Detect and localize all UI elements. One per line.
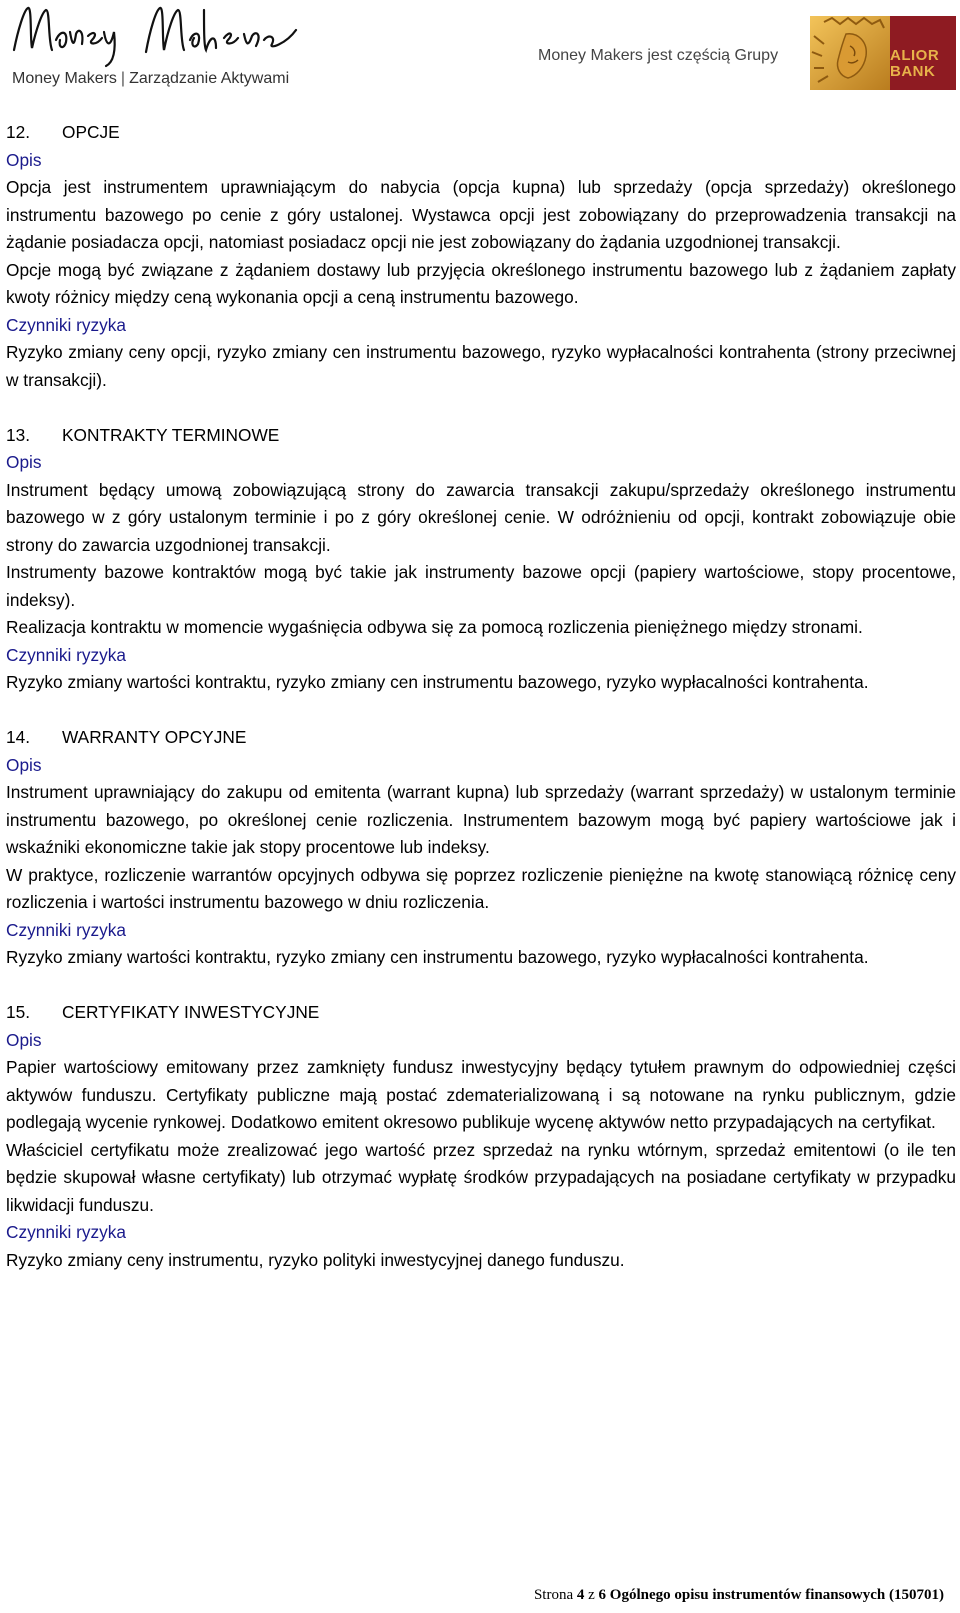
paragraph: Opcja jest instrumentem uprawniającym do nabycia (opcja kupna) lub sprzedaży (opcja sprzedaży) określonego instrumentu bazowego po cenie z góry ustalonej. Wystawca opcji jest zobowiązany do przeprowadzenia transakcji na żądanie posiadacza opcji, natomiast posiadacz opcji nie jest zobowiązany do żądania uzgodnionej transakcji. xyxy=(6,177,956,252)
document-body xyxy=(6,119,956,1274)
risk-paragraph: Ryzyko zmiany ceny instrumentu, ryzyko polityki inwestycyjnej danego funduszu. xyxy=(6,1249,625,1270)
paragraph: Instrument uprawniający do zakupu od emitenta (warrant kupna) lub sprzedaży (warrant sprzedaży) w ustalonym terminie instrumentu bazowego, po określonej cenie rozliczenia. Instrumentem bazowym mogą być papiery wartościowe jak i wskaźniki ekonomiczne takie jak stopy procentowe lub indeksy. xyxy=(6,782,956,857)
section-number: 12. xyxy=(6,122,31,142)
description-label: Opis xyxy=(6,149,42,170)
section-spacer xyxy=(6,697,956,725)
alior-face-icon xyxy=(810,16,890,90)
logo-caption-separator: | xyxy=(120,70,126,87)
alior-bank-name xyxy=(890,48,939,80)
alior-name-line2: BANK xyxy=(890,63,936,80)
logo-caption-left: Money Makers xyxy=(12,70,117,87)
description-label: Opis xyxy=(6,754,42,775)
risk-factors-label: Czynniki ryzyka xyxy=(6,1222,127,1242)
description-label: Opis xyxy=(6,452,42,472)
logo-caption xyxy=(12,70,289,88)
signature-logo-icon xyxy=(6,0,306,70)
footer-page-total: 6 xyxy=(598,1587,607,1603)
paragraph: Instrument będący umową zobowiązującą strony do zawarcia transakcji zakupu/sprzedaży określonego instrumentu bazowego w z góry ustalonym terminie i po z góry określonej cenie. W odróżnieniu od opcji, kontrakt zobowiązuje obie strony do zawarcia uzgodnionej transakcji. xyxy=(6,479,956,555)
risk-factors-label: Czynniki ryzyka xyxy=(6,644,127,665)
risk-paragraph: Ryzyko zmiany wartości kontraktu, ryzyko zmiany cen instrumentu bazowego, ryzyko wypłacalności kontrahenta. xyxy=(6,947,869,967)
section-heading xyxy=(6,422,956,450)
section-heading xyxy=(6,119,956,147)
section-title: KONTRAKTY TERMINOWE xyxy=(62,424,280,445)
paragraph: Realizacja kontraktu w momencie wygaśnięcia odbywa się za pomocą rozliczenia pieniężnego między stronami. xyxy=(6,617,863,637)
alior-name-line1: ALIOR xyxy=(890,47,940,64)
description-label: Opis xyxy=(6,1029,42,1050)
section-heading xyxy=(6,999,956,1027)
risk-factors-label: Czynniki ryzyka xyxy=(6,919,127,940)
section-title: OPCJE xyxy=(62,122,120,142)
section-spacer xyxy=(6,394,956,422)
page-header xyxy=(0,0,960,110)
footer-page-number: 4 xyxy=(576,1587,585,1603)
section-title: WARRANTY OPCYJNE xyxy=(62,727,247,747)
risk-factors-label: Czynniki ryzyka xyxy=(6,314,127,335)
paragraph: Właściciel certyfikatu może zrealizować jego wartość przez sprzedaż na rynku wtórnym, sprzedaż emitentowi (o ile ten będzie skupował własne certyfikaty) lub otrzymać wypłatę środków przypadających na posiadane certyfikaty w przypadku likwidacji funduszu. xyxy=(6,1139,956,1215)
footer-page-word: Strona xyxy=(533,1587,574,1603)
group-membership-text: Money Makers jest częścią Grupy xyxy=(538,47,779,64)
money-makers-logo xyxy=(6,0,326,100)
paragraph: W praktyce, rozliczenie warrantów opcyjnych odbywa się poprzez rozliczenie pieniężne na kwotę stanowiącą różnicę ceny rozliczenia i wartości instrumentu bazowego w dniu rozliczenia. xyxy=(6,864,956,912)
section-heading xyxy=(6,724,956,752)
risk-paragraph: Ryzyko zmiany ceny opcji, ryzyko zmiany cen instrumentu bazowego, ryzyko wypłacalności kontrahenta (strony przeciwnej w transakcji). xyxy=(6,342,956,390)
paragraph: Opcje mogą być związane z żądaniem dostawy lub przyjęcia określonego instrumentu bazowego lub z żądaniem zapłaty kwoty różnicy między ceną wykonania opcji a ceną instrumentu bazowego. xyxy=(6,259,956,307)
page-footer xyxy=(534,1587,944,1604)
section-spacer xyxy=(6,972,956,1000)
logo-caption-right: Zarządzanie Aktywami xyxy=(129,70,290,87)
risk-paragraph: Ryzyko zmiany wartości kontraktu, ryzyko zmiany cen instrumentu bazowego, ryzyko wypłacalności kontrahenta. xyxy=(6,672,869,692)
section-title: CERTYFIKATY INWESTYCYJNE xyxy=(62,1002,320,1022)
alior-bank-logo xyxy=(810,16,956,90)
footer-document-title: Ogólnego opisu instrumentów finansowych (150701) xyxy=(609,1587,944,1603)
paragraph: Instrumenty bazowe kontraktów mogą być takie jak instrumenty bazowe opcji (papiery wartościowe, stopy procentowe, indeksy). xyxy=(6,562,956,610)
section-number: 14. xyxy=(6,727,31,747)
footer-of-word: z xyxy=(588,1587,595,1603)
section-number: 15. xyxy=(6,1002,31,1022)
section-number: 13. xyxy=(6,424,31,445)
paragraph: Papier wartościowy emitowany przez zamknięty fundusz inwestycyjny będący tytułem prawnym do odpowiedniej części aktywów funduszu. Certyfikaty publiczne mają postać zdematerializowaną i są notowane na rynku publicznym, gdzie podlegają wycenie rynkowej. Dodatkowo emitent okresowo publikuje wycenę aktywów netto przypadających na certyfikat. xyxy=(6,1057,956,1132)
